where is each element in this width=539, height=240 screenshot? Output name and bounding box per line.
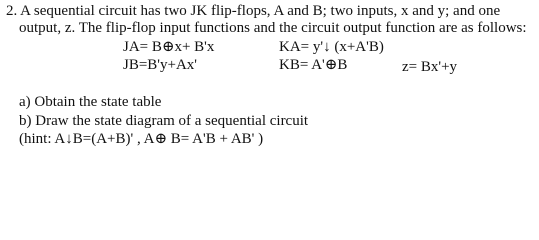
- equation-kb: KB= A'⊕B: [279, 57, 348, 73]
- part-a-text: a) Obtain the state table: [19, 94, 162, 110]
- equation-jb: JB=B'y+Ax': [123, 57, 198, 73]
- equation-ja: JA= B⊕x+ B'x: [123, 39, 215, 55]
- equation-ka: KA= y'↓ (x+A'B): [279, 39, 384, 55]
- question-text-line-2: output, z. The flip-flop input functions and the circuit output function are as follows:: [19, 20, 527, 36]
- part-b-text: b) Draw the state diagram of a sequential circuit: [19, 113, 309, 129]
- question-text-line-1: 2. A sequential circuit has two JK flip-flops, A and B; two inputs, x and y; and one: [6, 3, 501, 19]
- equation-z: z= Bx'+y: [402, 59, 458, 75]
- hint-text: (hint: A↓B=(A+B)' , A⊕ B= A'B + AB' ): [19, 131, 264, 147]
